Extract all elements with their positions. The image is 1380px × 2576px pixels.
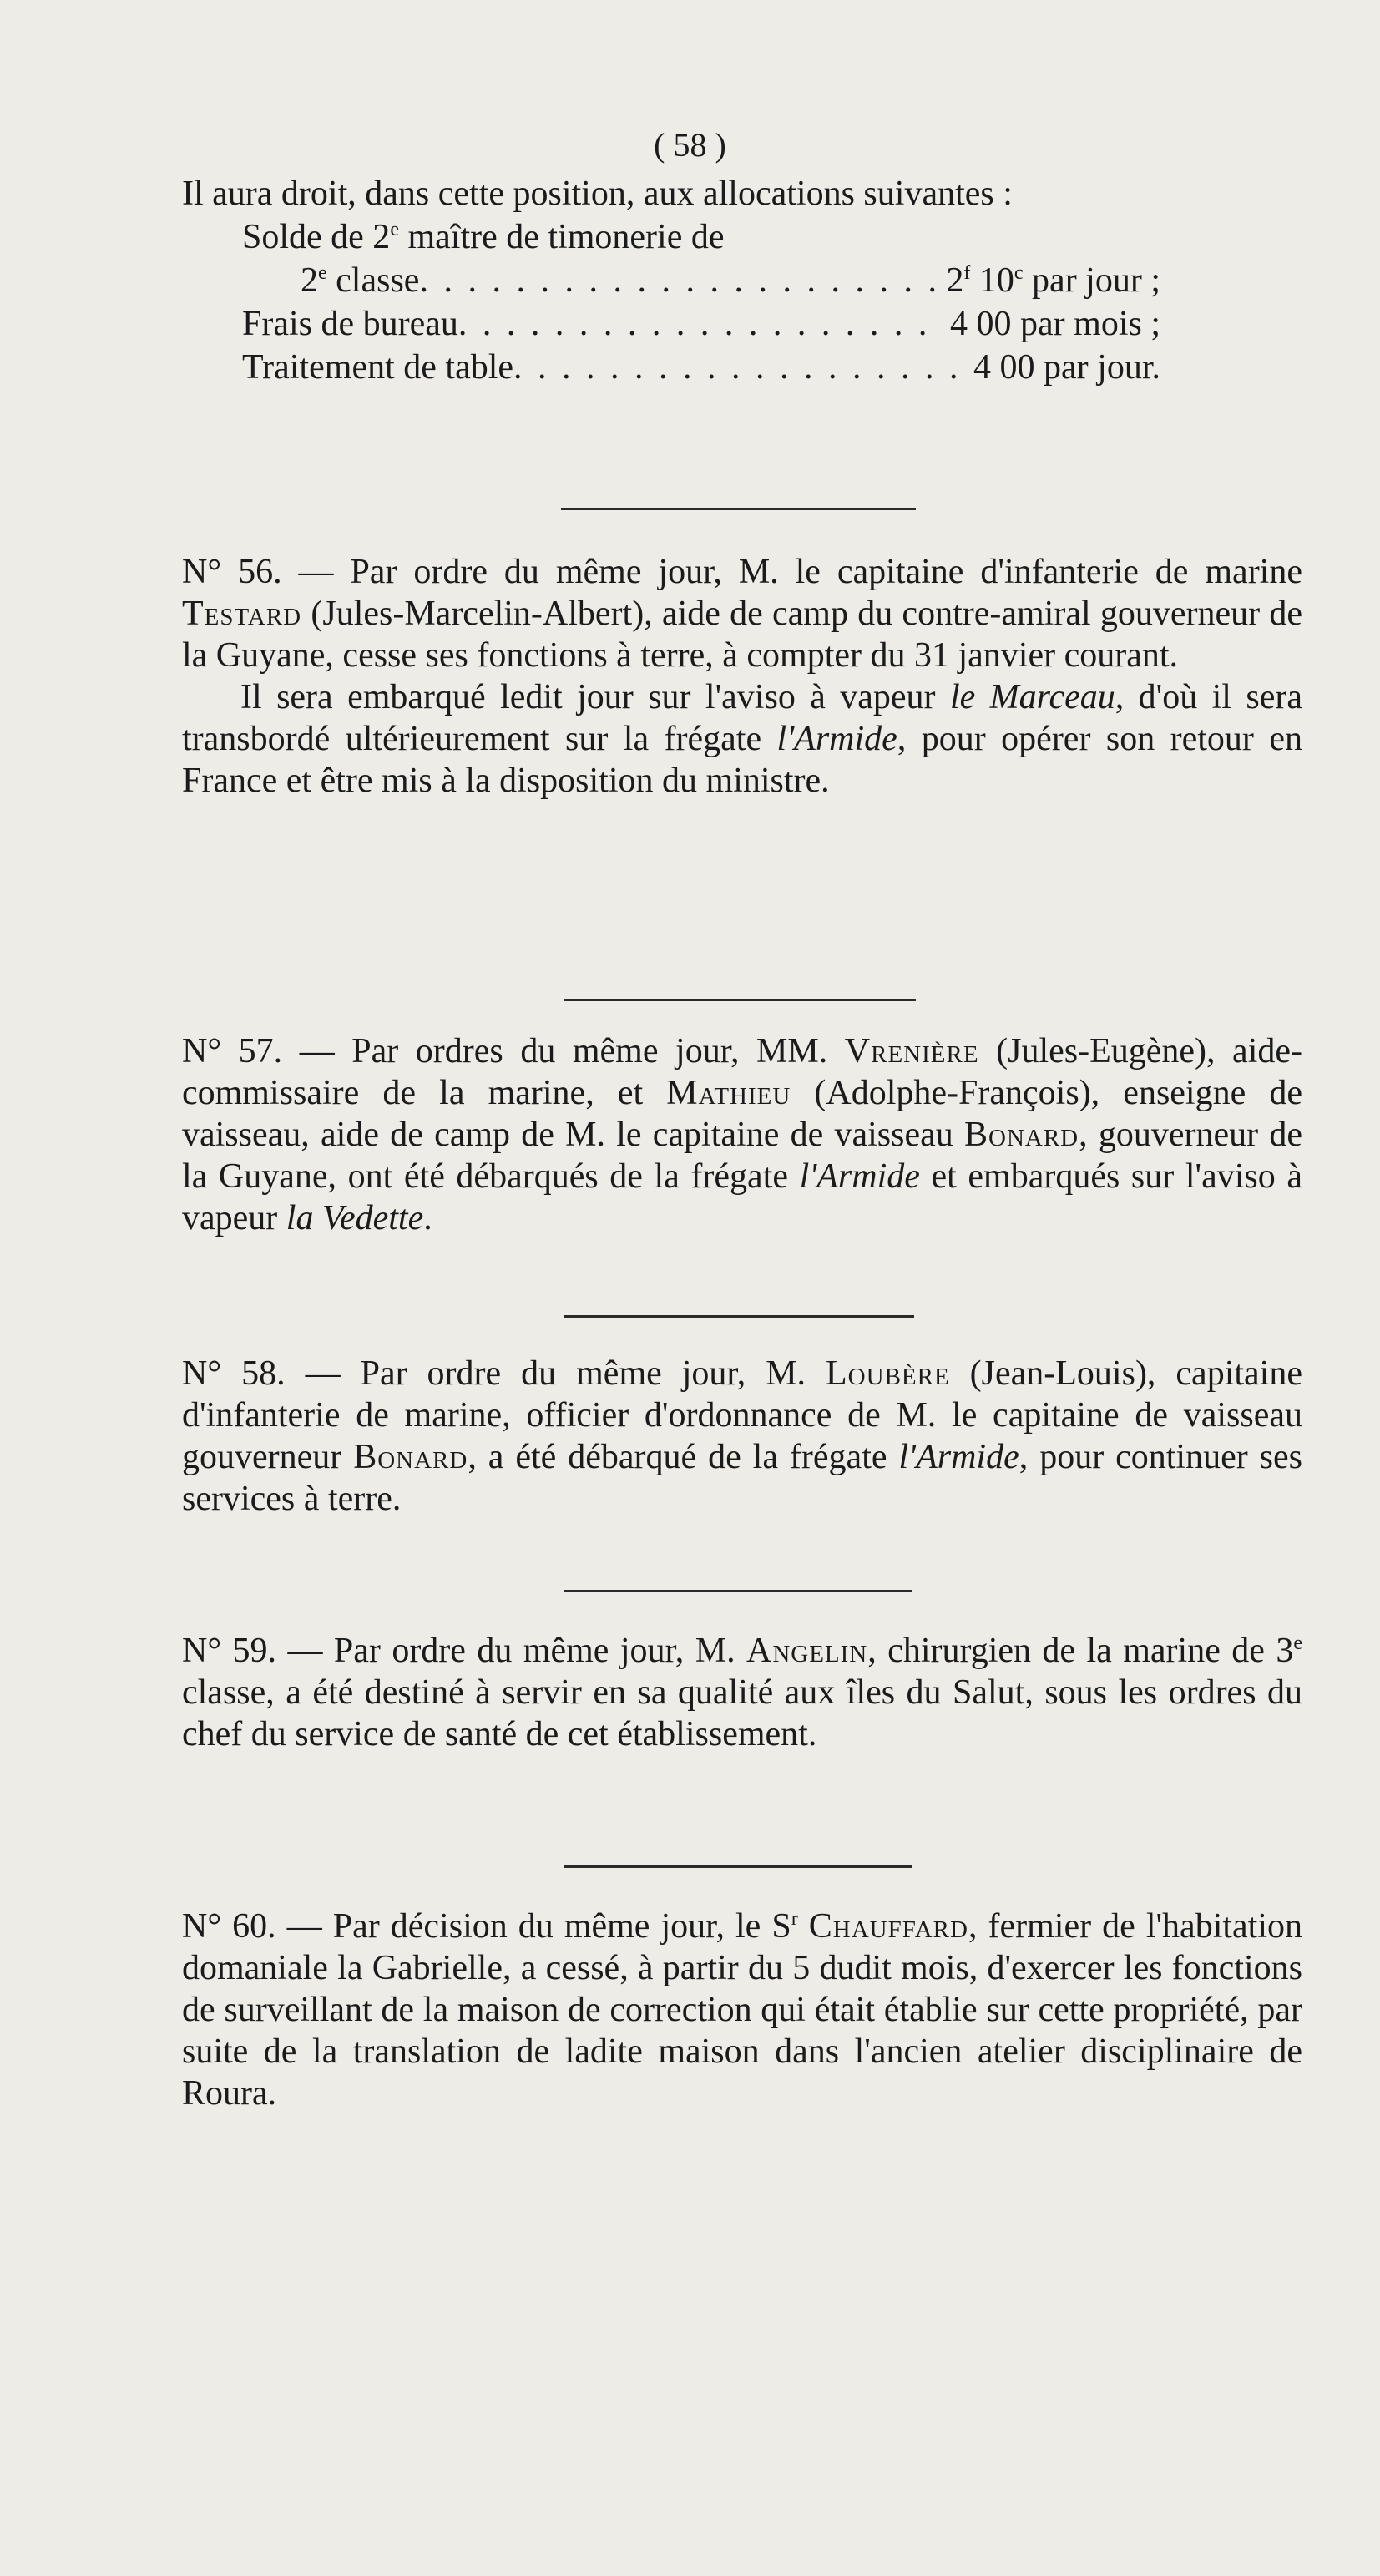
entry-60-text: N° 60. — Par décision du même jour, le $S^r$ Chauffard, fermier de l'habitation domaniale la Gabrielle, a cessé, à partir du 5 dudit mois, d'exercer les fonctions de surveillant de la maison de correction qui était établie sur cette propriété, par suite de la translation de ladite maison dans l'ancien atelier disciplinaire de Roura. xyxy=(182,1907,1303,2113)
allocation-value: 4 00 par jour. xyxy=(973,348,1160,387)
separator-rule xyxy=(561,508,916,510)
allocation-value: 2$^f$ 10$^c$ par jour ; xyxy=(946,261,1160,300)
leader-dots xyxy=(419,259,939,302)
leader-dots xyxy=(513,346,967,389)
allocation-row xyxy=(242,215,1160,259)
separator-rule xyxy=(564,1590,912,1592)
entry-60 xyxy=(182,1905,1302,2114)
intro-line: Il aura droit, dans cette position, aux allocations suivantes : xyxy=(182,175,1013,213)
entry-57-text: N° 57. — Par ordres du même jour, MM. Vrenière (Jules-Eugène), aide-commissaire de la marine, et Mathieu (Adolphe-François), enseigne de vaisseau, aide de camp de M. le capitaine de vaisseau Bonard, gouverneur de la Guyane, ont été débarqués de la frégate l'Armide et embarqués sur l'aviso à vapeur la Vedette. xyxy=(182,1032,1302,1237)
allocation-label: 2e classe xyxy=(301,261,420,300)
separator-rule xyxy=(564,1315,914,1318)
allocation-label: Frais de bureau xyxy=(242,305,458,343)
entry-59 xyxy=(182,1630,1302,1755)
leader-dots xyxy=(458,302,943,346)
entry-59-text: N° 59. — Par ordre du même jour, M. Angelin, chirurgien de la marine de 3e classe, a été destiné à servir en sa qualité aux îles du Salut, sous les ordres du chef du service de santé de cet établissement. xyxy=(182,1632,1302,1754)
page-number: ( 58 ) xyxy=(654,126,726,164)
allocation-row xyxy=(242,346,1160,389)
entry-56 xyxy=(182,551,1302,802)
entry-56-text-continued: Il sera embarqué ledit jour sur l'aviso à vapeur le Marceau, d'où il sera transbordé ultérieurement sur la frégate l'Armide, pour opérer son retour en France et être mis à la disposition du ministre. xyxy=(182,678,1302,800)
allocation-label: Solde de 2e maître de timonerie de xyxy=(242,218,725,256)
entry-58 xyxy=(182,1353,1302,1520)
allocation-row xyxy=(242,302,1160,346)
allocation-value: 4 00 par mois ; xyxy=(950,305,1160,343)
separator-rule xyxy=(564,999,916,1001)
allocation-label: Traitement de table xyxy=(242,348,514,387)
entry-58-text: N° 58. — Par ordre du même jour, M. Loubère (Jean-Louis), capitaine d'infanterie de marine, officier d'ordonnance de M. le capitaine de vaisseau gouverneur Bonard, a été débarqué de la frégate l'Armide, pour continuer ses services à terre. xyxy=(182,1354,1302,1518)
allocation-list xyxy=(242,215,1160,389)
separator-rule xyxy=(564,1865,912,1868)
entry-56-text: N° 56. — Par ordre du même jour, M. le capitaine d'infanterie de marine Testard (Jules-Marcelin-Albert), aide de camp du contre-amiral gouverneur de la Guyane, cesse ses fonctions à terre, à compter du 31 janvier courant. xyxy=(182,553,1302,675)
allocation-row xyxy=(242,259,1160,302)
entry-57 xyxy=(182,1030,1302,1239)
